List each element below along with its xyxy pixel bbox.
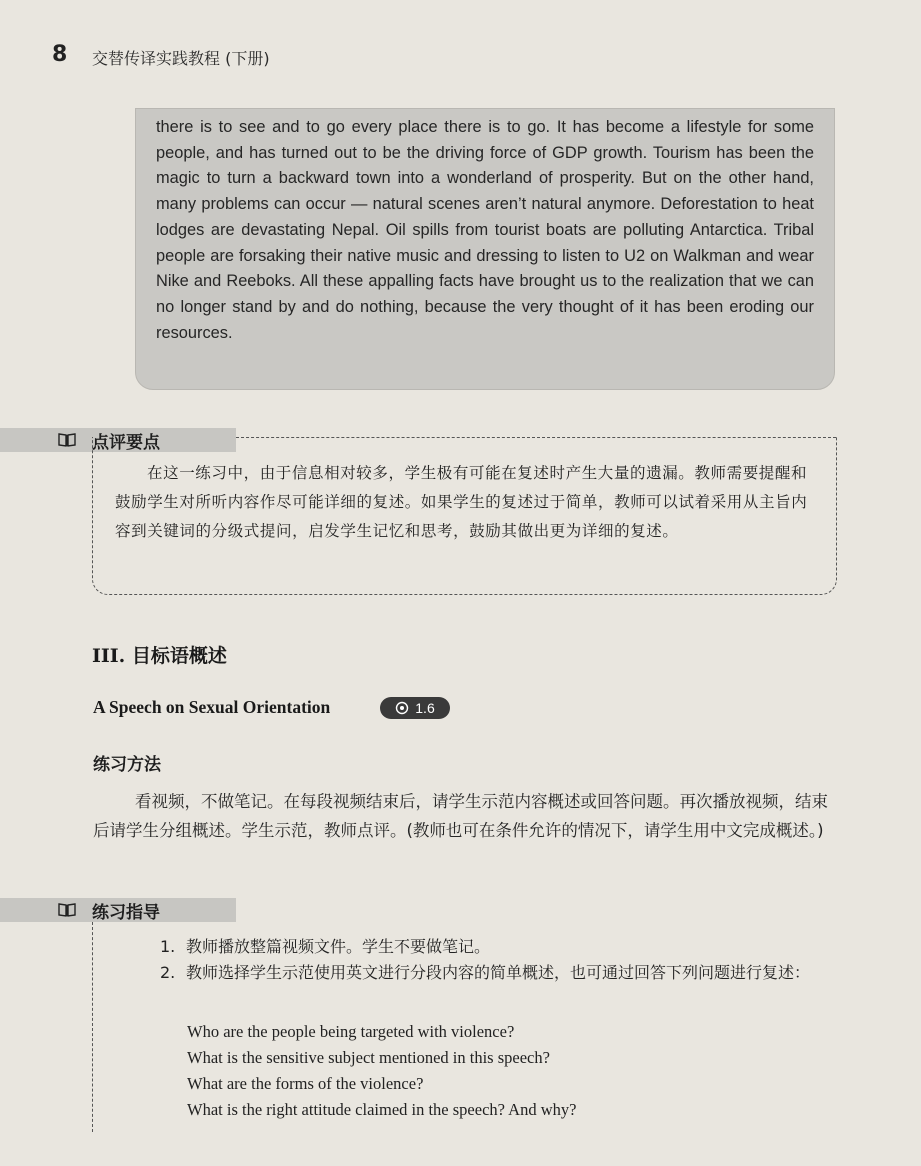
list-item-text: 教师播放整篇视频文件。学生不要做笔记。: [186, 937, 491, 956]
question-list: [187, 1019, 576, 1123]
open-book-icon: [58, 902, 76, 918]
question-item: What are the forms of the violence?: [187, 1074, 424, 1093]
running-head: 交替传译实践教程 (下册): [92, 49, 270, 68]
list-item: [160, 960, 850, 986]
review-text: 在这一练习中，由于信息相对较多，学生极有可能在复述时产生大量的遗漏。教师需要提醒和鼓励学生对所听内容作尽可能详细的复述。如果学生的复述过于简单，教师可以试着采用从主旨内容到关键词的分级式提问，启发学生记忆和思考，鼓励其做出更为详细的复述。: [115, 464, 808, 540]
method-text: 看视频，不做笔记。在每段视频结束后，请学生示范内容概述或回答问题。再次播放视频，结束后请学生分组概述。学生示范，教师点评。(教师也可在条件允许的情况下，请学生用中文完成概述。): [93, 792, 828, 840]
question-item: Who are the people being targeted with violence?: [187, 1022, 515, 1041]
guide-tab: [0, 898, 236, 922]
list-item-number: 1.: [160, 937, 176, 956]
guide-list: [160, 934, 850, 986]
list-item: [160, 934, 850, 960]
method-heading: 练习方法: [93, 755, 161, 775]
quote-box: [135, 108, 835, 390]
section-heading: III. 目标语概述: [92, 645, 227, 667]
open-book-icon: [58, 432, 76, 448]
list-item-number: 2.: [160, 963, 176, 982]
video-badge-label: 1.6: [415, 700, 435, 716]
video-badge[interactable]: [380, 697, 450, 719]
review-tab-label: 点评要点: [92, 432, 160, 453]
question-item: What is the sensitive subject mentioned in this speech?: [187, 1048, 550, 1067]
speech-title: A Speech on Sexual Orientation: [93, 697, 331, 717]
guide-left-rule: [92, 922, 93, 1132]
quote-text: there is to see and to go every place there is to go. It has become a lifestyle for some people, and has turned out to be the driving force of GDP growth. Tourism has been the magic to turn a backward town into a wonderland of prosperity. But on the other hand, many problems can occur — natural scenes aren’t natural anymore. Deforestation to heat lodges are devastating Nepal. Oil spills from tourist boats are polluting Antarctica. Tribal people are forsaking their native music and dressing to listen to U2 on Walkman and wear Nike and Reeboks. All these appalling facts have brought us to the realization that we can no longer stand by and do nothing, because the very thought of it has been eroding our resources.: [156, 118, 814, 342]
list-item-text: 教师选择学生示范使用英文进行分段内容的简单概述，也可通过回答下列问题进行复述：: [186, 963, 811, 982]
guide-tab-label: 练习指导: [92, 902, 160, 923]
question-item: What is the right attitude claimed in the speech? And why?: [187, 1100, 577, 1119]
play-circle-icon: [395, 701, 409, 715]
page-number: 8: [52, 42, 68, 67]
